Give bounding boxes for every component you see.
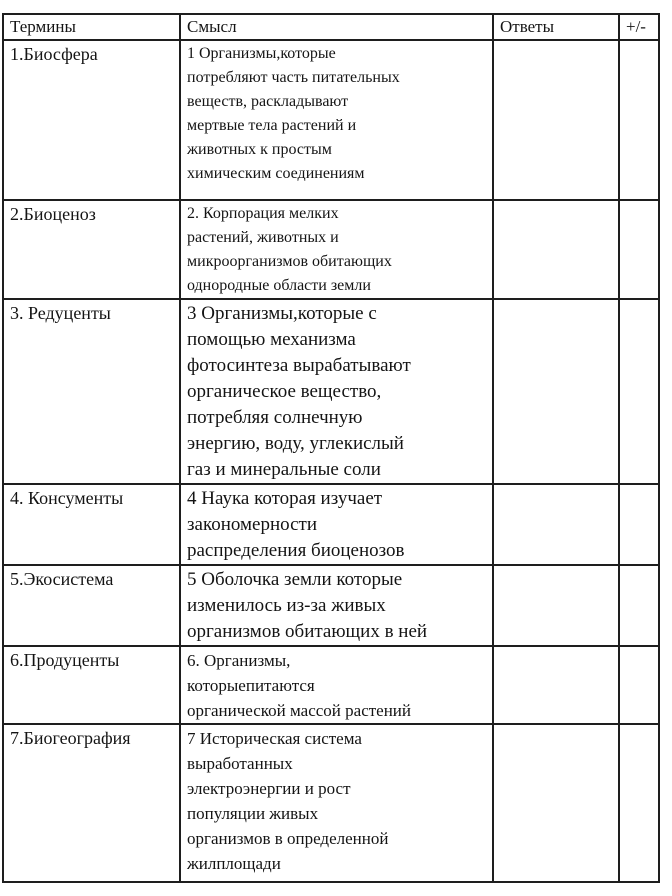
table-row [3, 40, 659, 200]
answer-cell[interactable] [493, 724, 619, 882]
table-row [3, 724, 659, 882]
header-terms: Термины [3, 14, 180, 40]
term-cell: 2.Биоценоз [3, 200, 180, 299]
table-row [3, 484, 659, 565]
answer-cell[interactable] [493, 200, 619, 299]
terms-table [2, 13, 660, 883]
header-answers: Ответы [493, 14, 619, 40]
answer-cell[interactable] [493, 565, 619, 646]
header-row [3, 14, 659, 40]
mark-cell[interactable] [619, 40, 659, 200]
table-row [3, 299, 659, 484]
mark-cell[interactable] [619, 565, 659, 646]
mark-cell[interactable] [619, 484, 659, 565]
mark-cell[interactable] [619, 724, 659, 882]
meaning-cell: 3 Организмы,которые с помощью механизма фотосинтеза вырабатывают органическое вещество, потребляя солнечную энергию, воду, углекислый газ и минеральные соли [180, 299, 493, 484]
term-cell: 5.Экосистема [3, 565, 180, 646]
answer-cell[interactable] [493, 40, 619, 200]
header-meaning: Смысл [180, 14, 493, 40]
term-cell: 7.Биогеография [3, 724, 180, 882]
answer-cell[interactable] [493, 299, 619, 484]
meaning-cell: 7 Историческая система выработанных электроэнергии и рост популяции живых организмов в определенной жилплощади [180, 724, 493, 882]
term-cell: 4. Консументы [3, 484, 180, 565]
table-row [3, 646, 659, 724]
mark-cell[interactable] [619, 299, 659, 484]
table-row [3, 565, 659, 646]
mark-cell[interactable] [619, 200, 659, 299]
term-cell: 6.Продуценты [3, 646, 180, 724]
meaning-cell: 6. Организмы, которыепитаются органической массой растений [180, 646, 493, 724]
meaning-cell: 5 Оболочка земли которые изменилось из-за живых организмов обитающих в ней [180, 565, 493, 646]
mark-cell[interactable] [619, 646, 659, 724]
meaning-cell: 4 Наука которая изучает закономерности распределения биоценозов [180, 484, 493, 565]
term-cell: 1.Биосфера [3, 40, 180, 200]
answer-cell[interactable] [493, 646, 619, 724]
header-mark: +/- [619, 14, 659, 40]
meaning-cell: 2. Корпорация мелких растений, животных и микроорганизмов обитающих однородные области земли [180, 200, 493, 299]
answer-cell[interactable] [493, 484, 619, 565]
table-row [3, 200, 659, 299]
meaning-cell: 1 Организмы,которые потребляют часть питательных веществ, раскладывают мертвые тела растений и животных к простым химическим соединениям [180, 40, 493, 200]
term-cell: 3. Редуценты [3, 299, 180, 484]
